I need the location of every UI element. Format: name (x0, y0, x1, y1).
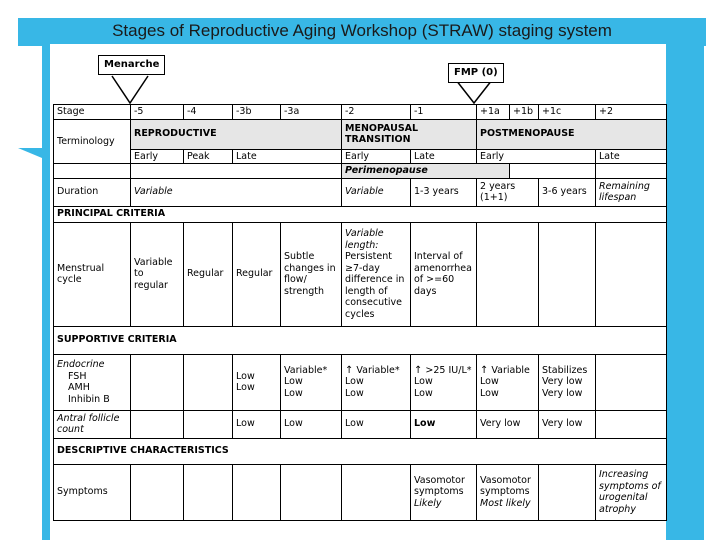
amh-label: AMH (68, 382, 90, 393)
symptoms-p1ab-qualifier: Most likely (480, 497, 531, 509)
fsh-s3a: Variable* (284, 364, 328, 376)
stage-label: Stage (54, 105, 131, 120)
menarche-callout: Menarche (98, 55, 165, 75)
post-early: Early (477, 149, 596, 164)
blank-cell (539, 222, 596, 326)
endocrine-p1c (539, 354, 596, 410)
endocrine-s2 (342, 354, 411, 410)
inhibin-s1: Low (414, 387, 433, 399)
symptoms-p1ab-text: Vasomotor symptoms (480, 474, 531, 498)
blank-cell (54, 164, 131, 179)
fsh-s1: >25 IU/L* (425, 364, 472, 376)
endocrine-label-cell (54, 354, 131, 410)
menstrual-s2-text: Persistent ≥7-day difference in length of consecutive cycles (345, 251, 405, 320)
blank-cell (510, 164, 596, 179)
blank-cell (131, 164, 342, 179)
afc-s1: Low (411, 410, 477, 438)
stage-cell: -1 (411, 105, 477, 120)
symptoms-p1ab (477, 464, 539, 520)
amh-p1c: Very low (542, 376, 583, 388)
symptoms-s1 (411, 464, 477, 520)
trans-early: Early (342, 149, 411, 164)
fsh-p1c: Stabilizes (542, 364, 588, 376)
supportive-criteria-header: SUPPORTIVE CRITERIA (54, 326, 667, 354)
blank-cell (596, 410, 667, 438)
blank-cell (184, 410, 233, 438)
menstrual-s2-italic: Variable length: (345, 228, 384, 251)
inhibin-p1ab: Low (480, 387, 499, 399)
menarche-arrow (112, 76, 148, 103)
afc-p1c: Very low (539, 410, 596, 438)
duration-trans-late: 1-3 years (411, 178, 477, 206)
terminology-group-row (54, 119, 667, 149)
postmenopause-group: POSTMENOPAUSE (477, 119, 667, 149)
stage-cell: +1a (477, 105, 510, 120)
duration-trans-early: Variable (342, 178, 411, 206)
menstrual-s3b: Regular (233, 222, 281, 326)
descriptive-header-row (54, 438, 667, 464)
symptoms-p2: Increasing symptoms of urogenital atrophy (596, 464, 667, 520)
perimenopause-row (54, 164, 667, 179)
blank-cell (596, 222, 667, 326)
stage-cell: +1b (510, 105, 539, 120)
fsh-label: FSH (68, 370, 87, 382)
terminology-label: Terminology (54, 119, 131, 164)
blank-cell (233, 464, 281, 520)
symptoms-s1-text: Vasomotor symptoms (414, 474, 465, 498)
duration-post-late: Remaining lifespan (596, 178, 667, 206)
inhibin-s2: Low (345, 387, 364, 399)
duration-post-early-c: 3-6 years (539, 178, 596, 206)
endocrine-s3b (233, 354, 281, 410)
menstrual-s5: Variable to regular (131, 222, 184, 326)
inhibin-s3a: Low (284, 387, 303, 399)
stage-cell: -3a (281, 105, 342, 120)
fsh-p1ab: Variable (491, 364, 530, 376)
post-late: Late (596, 149, 667, 164)
repro-early: Early (131, 149, 184, 164)
endocrine-s1 (411, 354, 477, 410)
blank-cell (477, 222, 539, 326)
inhibin-p1c: Very low (542, 387, 583, 399)
menstrual-s3a: Subtle changes in flow/ strength (281, 222, 342, 326)
blank-cell (596, 164, 667, 179)
stage-cell: -2 (342, 105, 411, 120)
afc-s2: Low (342, 410, 411, 438)
amh-s1: Low (414, 376, 433, 388)
inhibin-label: Inhibin B (68, 393, 110, 405)
duration-post-early-ab: 2 years (1+1) (477, 178, 539, 206)
perimenopause-band: Perimenopause (342, 164, 510, 179)
afc-row (54, 410, 667, 438)
terminology-sub-row (54, 149, 667, 164)
trans-late: Late (411, 149, 477, 164)
symptoms-label: Symptoms (54, 464, 131, 520)
endocrine-row (54, 354, 667, 410)
menstrual-s1: Interval of amenorrhea of >=60 days (411, 222, 477, 326)
blank-cell (539, 464, 596, 520)
fsh-s2: Variable* (356, 364, 400, 376)
menstrual-label: Menstrual cycle (54, 222, 131, 326)
endocrine-label: Endocrine (57, 359, 105, 370)
stage-row (54, 105, 667, 120)
menstrual-row (54, 222, 667, 326)
amh-s3a: Low (284, 376, 303, 388)
menstrual-s2 (342, 222, 411, 326)
amh-s2: Low (345, 376, 364, 388)
blank-cell (184, 464, 233, 520)
principal-header-row (54, 206, 667, 222)
descriptive-header: DESCRIPTIVE CHARACTERISTICS (54, 438, 667, 464)
reproductive-group: REPRODUCTIVE (131, 119, 342, 149)
endocrine-p1ab (477, 354, 539, 410)
blank-cell (184, 354, 233, 410)
inhibin-s3b: Low (236, 382, 255, 393)
afc-label: Antral follicle count (54, 410, 131, 438)
amh-p1ab: Low (480, 376, 499, 388)
blank-cell (131, 410, 184, 438)
principal-criteria-header: PRINCIPAL CRITERIA (54, 206, 667, 222)
symptoms-row (54, 464, 667, 520)
up-arrow-icon: ↑ (345, 364, 354, 376)
up-arrow-icon: ↑ (414, 364, 423, 376)
blank-cell (131, 354, 184, 410)
fmp-callout: FMP (0) (448, 63, 504, 83)
stage-cell: -3b (233, 105, 281, 120)
blank-cell (596, 354, 667, 410)
menstrual-s4: Regular (184, 222, 233, 326)
afc-s3a: Low (281, 410, 342, 438)
up-arrow-icon: ↑ (480, 364, 489, 376)
stage-cell: -4 (184, 105, 233, 120)
afc-s3b: Low (233, 410, 281, 438)
duration-row (54, 178, 667, 206)
stage-cell: -5 (131, 105, 184, 120)
slide-title: Stages of Reproductive Aging Workshop (STRAW) staging system (112, 21, 612, 40)
blank-cell (131, 464, 184, 520)
endocrine-s3a (281, 354, 342, 410)
blank-cell (281, 464, 342, 520)
repro-peak: Peak (184, 149, 233, 164)
symptoms-s1-qualifier: Likely (414, 497, 442, 509)
duration-label: Duration (54, 178, 131, 206)
stage-cell: +2 (596, 105, 667, 120)
amh-s3b: Low (236, 370, 255, 382)
transition-group: MENOPAUSAL TRANSITION (342, 119, 477, 149)
straw-table (53, 104, 667, 521)
duration-reproductive: Variable (131, 178, 342, 206)
stage-cell: +1c (539, 105, 596, 120)
blank-cell (342, 464, 411, 520)
supportive-header-row (54, 326, 667, 354)
afc-p1ab: Very low (477, 410, 539, 438)
repro-late: Late (233, 149, 342, 164)
fmp-arrow (456, 80, 492, 103)
